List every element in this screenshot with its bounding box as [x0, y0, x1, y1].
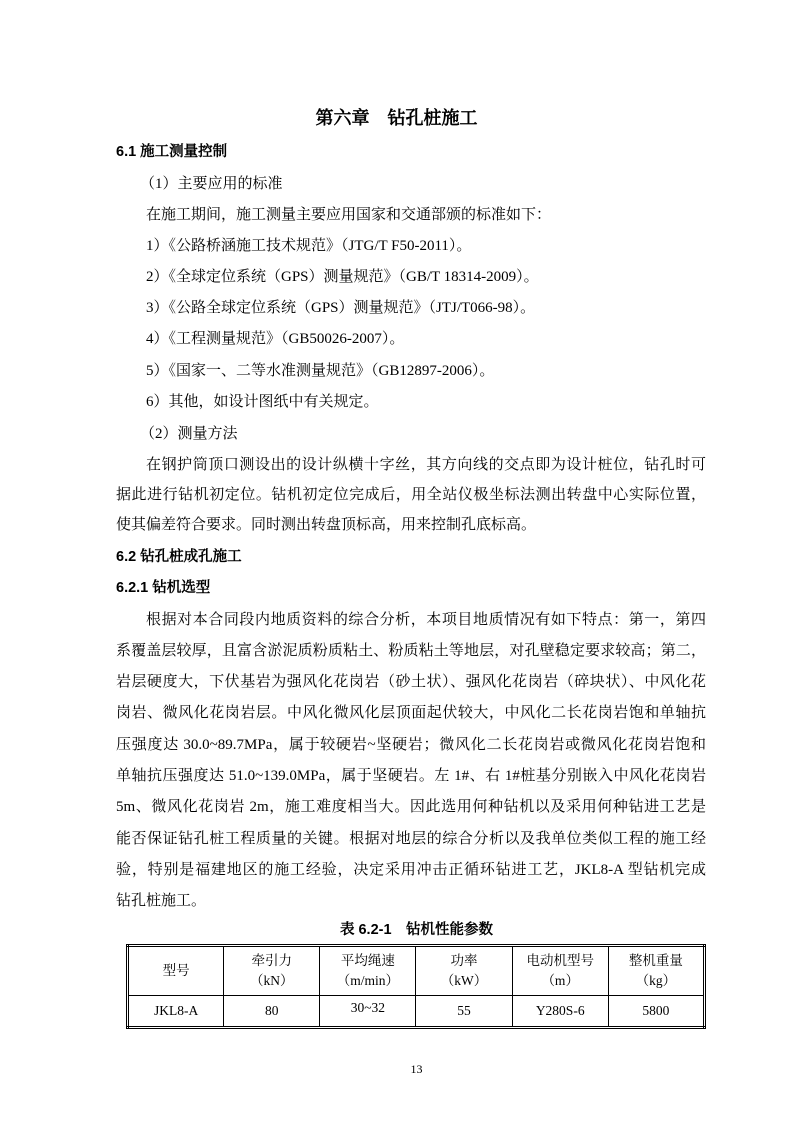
standard-item: 3）《公路全球定位系统（GPS）测量规范》（JTJ/T066-98）。 — [146, 300, 536, 316]
header-cell — [512, 946, 608, 996]
header-cell — [608, 946, 704, 996]
header-unit: （kW） — [440, 973, 488, 988]
standard-item: 4）《工程测量规范》（GB50026-2007）。 — [146, 331, 405, 347]
header-cell — [320, 946, 416, 996]
table-row — [128, 996, 705, 1028]
table-cell: 55 — [416, 996, 512, 1028]
header-name: 整机重量 — [628, 953, 683, 968]
table-cell: JKL8-A — [128, 996, 224, 1028]
table-cell: Y280S-6 — [512, 996, 608, 1028]
header-cell — [416, 946, 512, 996]
header-unit: （m） — [541, 973, 579, 988]
paragraph-line: 5m、微风化花岗岩 2m，施工难度相当大。因此选用何种钻机以及采用何种钻进工艺是 — [116, 799, 706, 815]
paragraph-line: 钻孔桩施工。 — [116, 893, 207, 909]
chapter-title: 第六章 钻孔桩施工 — [315, 108, 478, 128]
header-name: 平均绳速 — [340, 953, 395, 968]
method-line: 在钢护筒顶口测设出的设计纵横十字丝，其方向线的交点即为设计桩位，钻孔时可 — [146, 457, 706, 473]
paragraph-line: 岗岩、微风化花岗岩层。中风化微风化层顶面起伏较大，中风化二长花岗岩饱和单轴抗 — [116, 705, 706, 721]
section-heading-6-2: 6.2 钻孔桩成孔施工 — [116, 549, 242, 565]
table-caption: 表 6.2-1 钻机性能参数 — [339, 922, 494, 938]
header-unit: （kN） — [249, 973, 294, 988]
subheading-standards: （1）主要应用的标准 — [140, 176, 283, 192]
paragraph-line: 验，特别是福建地区的施工经验，决定采用冲击正循环钻进工艺，JKL8-A 型钻机完成 — [116, 862, 706, 878]
table-header-row — [128, 946, 705, 996]
table-cell: 30~32 — [320, 996, 416, 1028]
header-unit: （kg） — [635, 973, 677, 988]
paragraph-line: 单轴抗压强度达 51.0~139.0MPa，属于坚硬岩。左 1#、右 1#桩基分别嵌入中风化花岗岩 — [116, 768, 706, 784]
standard-item: 1）《公路桥涵施工技术规范》（JTG/T F50-2011）。 — [146, 238, 472, 254]
subheading-method: （2）测量方法 — [140, 426, 238, 442]
page-number: 13 — [410, 1062, 423, 1076]
standard-item: 5）《国家一、二等水准测量规范》（GB12897-2006）。 — [146, 363, 495, 379]
method-line: 据此进行钻机初定位。钻机初定位完成后，用全站仪极坐标法测出转盘中心实际位置， — [116, 487, 706, 503]
table-cell: 5800 — [608, 996, 704, 1028]
standards-intro: 在施工期间，施工测量主要应用国家和交通部颁的标准如下： — [146, 207, 552, 223]
table-cell: 80 — [224, 996, 320, 1028]
header-unit: （m/min） — [336, 973, 400, 988]
section-heading-6-1: 6.1 施工测量控制 — [116, 144, 228, 160]
paragraph-line: 根据对本合同段内地质资料的综合分析，本项目地质情况有如下特点：第一，第四 — [146, 612, 706, 628]
header-cell — [128, 946, 224, 996]
standard-item: 6）其他，如设计图纸中有关规定。 — [146, 394, 379, 410]
header-cell — [224, 946, 320, 996]
header-name: 牵引力 — [251, 953, 292, 968]
paragraph-line: 能否保证钻孔桩工程质量的关键。根据对地层的综合分析以及我单位类似工程的施工经 — [116, 831, 706, 847]
paragraph-line: 系覆盖层较厚，且富含淤泥质粉质粘土、粉质粘土等地层，对孔壁稳定要求较高；第二， — [116, 643, 706, 659]
header-name: 电动机型号 — [526, 953, 594, 968]
standard-item: 2）《全球定位系统（GPS）测量规范》（GB/T 18314-2009）。 — [146, 269, 539, 285]
method-line: 使其偏差符合要求。同时测出转盘顶标高，用来控制孔底标高。 — [116, 517, 537, 533]
paragraph-line: 压强度达 30.0~89.7MPa，属于较硬岩~坚硬岩；微风化二长花岗岩或微风化花岗岩饱和 — [116, 737, 706, 753]
drill-parameters-table — [126, 944, 706, 1029]
header-name: 型号 — [162, 963, 190, 978]
subsection-heading-6-2-1: 6.2.1 钻机选型 — [116, 580, 211, 596]
header-name: 功率 — [450, 953, 478, 968]
paragraph-line: 岩层硬度大，下伏基岩为强风化花岗岩（砂土状）、强风化花岗岩（碎块状）、中风化花 — [116, 674, 706, 690]
